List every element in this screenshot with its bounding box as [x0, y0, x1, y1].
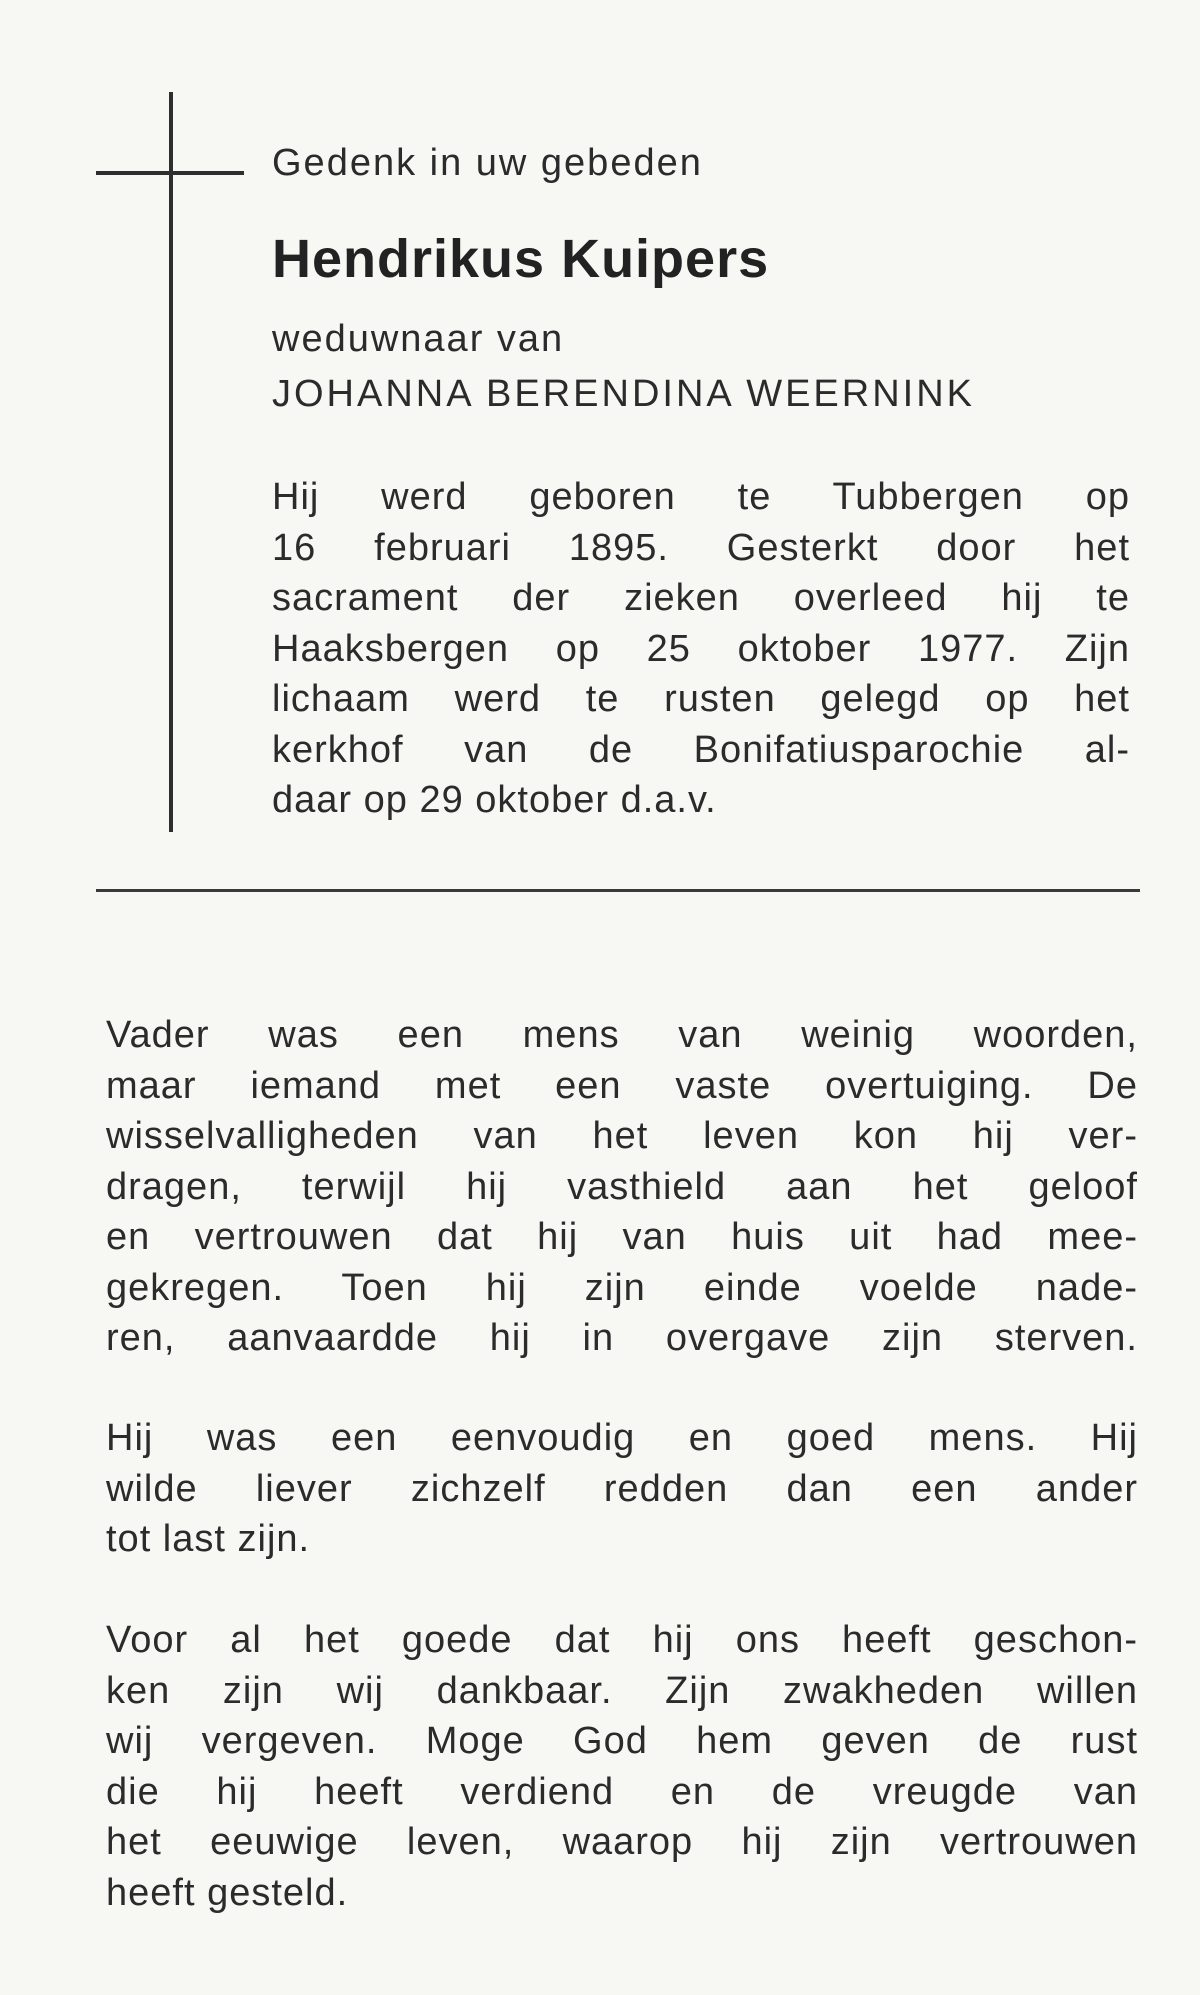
- biography-line: daar op 29 oktober d.a.v.: [272, 779, 717, 821]
- paragraph-line: gekregen. Toen hij zijn einde voelde nade-: [106, 1266, 1138, 1309]
- spouse-name: JOHANNA BERENDINA WEERNINK: [272, 373, 975, 415]
- biography-line: Haaksbergen op 25 oktober 1977. Zijn: [272, 627, 1130, 670]
- paragraph-line: Vader was een mens van weinig woorden,: [106, 1014, 1138, 1056]
- paragraph-line: Voor al het goede dat hij ons heeft geschon-: [106, 1619, 1138, 1661]
- prayer-heading: Gedenk in uw gebeden: [272, 142, 703, 184]
- paragraph-gratitude: [106, 1615, 1138, 1918]
- paragraph-line: Hij was een eenvoudig en goed mens. Hij: [106, 1417, 1138, 1459]
- biography-line: kerkhof van de Bonifatiusparochie al-: [272, 728, 1130, 771]
- paragraph-line: ren, aanvaardde hij in overgave zijn sterven.: [106, 1317, 1138, 1359]
- biography-line: sacrament der zieken overleed hij te: [272, 577, 1130, 619]
- paragraph-line: ken zijn wij dankbaar. Zijn zwakheden willen: [106, 1669, 1138, 1712]
- deceased-name: Hendrikus Kuipers: [272, 229, 770, 289]
- paragraph-line: wilde liever zichzelf redden dan een ander: [106, 1467, 1138, 1510]
- paragraph-line: dragen, terwijl hij vasthield aan het geloof: [106, 1165, 1138, 1208]
- paragraph-line: het eeuwige leven, waarop hij zijn vertrouwen: [106, 1821, 1138, 1863]
- paragraph-line: wij vergeven. Moge God hem geven de rust: [106, 1720, 1138, 1762]
- relation-text: weduwnaar van: [272, 318, 565, 360]
- paragraph-character: [106, 1010, 1138, 1364]
- paragraph-line: die hij heeft verdiend en de vreugde van: [106, 1770, 1138, 1813]
- paragraph-line: wisselvalligheden van het leven kon hij ver-: [106, 1115, 1138, 1157]
- paragraph-simplicity: [106, 1413, 1138, 1565]
- paragraph-line: tot last zijn.: [106, 1518, 311, 1560]
- biography-line: Hij werd geboren te Tubbergen op: [272, 476, 1130, 518]
- paragraph-line: en vertrouwen dat hij van huis uit had mee-: [106, 1216, 1138, 1258]
- paragraph-line: maar iemand met een vaste overtuiging. De: [106, 1064, 1138, 1107]
- divider: [96, 889, 1140, 892]
- biography: [272, 472, 1130, 826]
- cross-icon: [169, 92, 173, 832]
- cross-icon-crossbar: [96, 171, 244, 175]
- biography-line: 16 februari 1895. Gesterkt door het: [272, 526, 1130, 569]
- biography-line: lichaam werd te rusten gelegd op het: [272, 678, 1130, 720]
- paragraph-line: heeft gesteld.: [106, 1871, 349, 1914]
